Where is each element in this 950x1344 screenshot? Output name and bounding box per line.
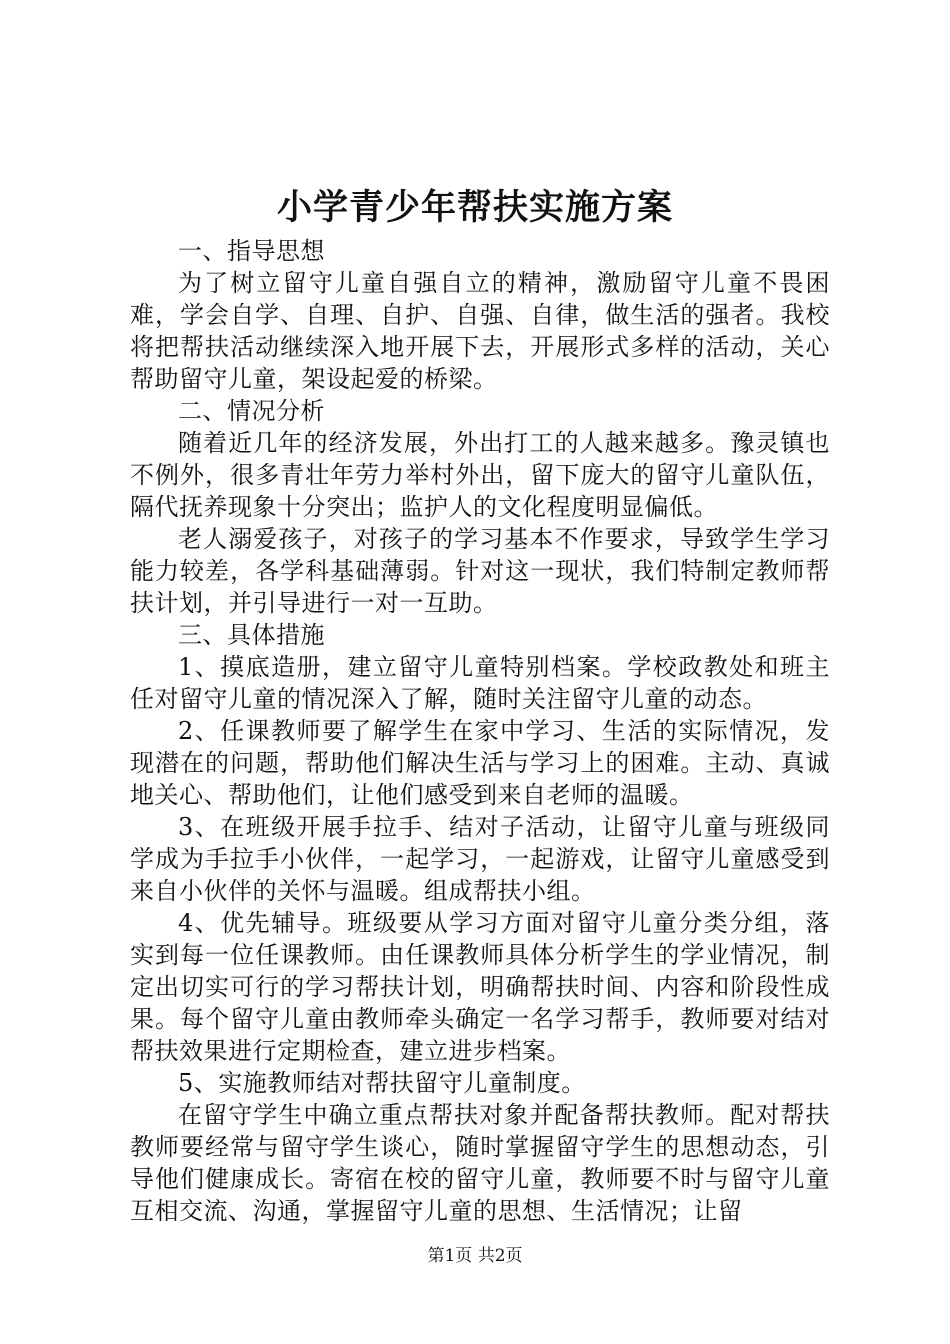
- paragraph-situation-analysis-1: 随着近几年的经济发展，外出打工的人越来越多。豫灵镇也不例外，很多青壮年劳力举村外出，留下庞大的留守儿童队伍，隔代抚养现象十分突出；监护人的文化程度明显偏低。: [130, 429, 830, 521]
- measure-item-3: 3、在班级开展手拉手、结对子活动，让留守儿童与班级同学成为手拉手小伙伴，一起学习，一起游戏，让留守儿童感受到来自小伙伴的关怀与温暖。组成帮扶小组。: [130, 813, 830, 905]
- measure-item-4: 4、优先辅导。班级要从学习方面对留守儿童分类分组，落实到每一位任课教师。由任课教师具体分析学生的学业情况，制定出切实可行的学习帮扶计划，明确帮扶时间、内容和阶段性成果。每个留守儿童由教师牵头确定一名学习帮手，教师要对结对帮扶效果进行定期检查，建立进步档案。: [130, 909, 830, 1065]
- paragraph-guiding-ideology: 为了树立留守儿童自强自立的精神，激励留守儿童不畏困难，学会自学、自理、自护、自强、自律，做生活的强者。我校将把帮扶活动继续深入地开展下去，开展形式多样的活动，关心帮助留守儿童，架设起爱的桥梁。: [130, 269, 830, 393]
- section-heading-situation-analysis: 二、情况分析: [178, 397, 325, 425]
- measure-item-2: 2、任课教师要了解学生在家中学习、生活的实际情况，发现潜在的问题，帮助他们解决生活与学习上的困难。主动、真诚地关心、帮助他们，让他们感受到来自老师的温暖。: [130, 717, 830, 809]
- section-heading-specific-measures: 三、具体措施: [178, 621, 325, 649]
- measure-item-5-detail: 在留守学生中确立重点帮扶对象并配备帮扶教师。配对帮扶教师要经常与留守学生谈心，随时掌握留守学生的思想动态，引导他们健康成长。寄宿在校的留守儿童，教师要不时与留守儿童互相交流、沟通，掌握留守儿童的思想、生活情况；让留: [130, 1101, 830, 1225]
- measure-item-5: 5、实施教师结对帮扶留守儿童制度。: [178, 1069, 586, 1097]
- section-heading-guiding-ideology: 一、指导思想: [178, 237, 325, 265]
- measure-item-1: 1、摸底造册，建立留守儿童特别档案。学校政教处和班主任对留守儿童的情况深入了解，随时关注留守儿童的动态。: [130, 653, 830, 713]
- page-footer: 第1页 共2页: [427, 1246, 523, 1266]
- paragraph-situation-analysis-2: 老人溺爱孩子，对孩子的学习基本不作要求，导致学生学习能力较差，各学科基础薄弱。针对这一现状，我们特制定教师帮扶计划，并引导进行一对一互助。: [130, 525, 830, 617]
- document-body: [130, 235, 830, 1227]
- document-title: 小学青少年帮扶实施方案: [276, 187, 673, 228]
